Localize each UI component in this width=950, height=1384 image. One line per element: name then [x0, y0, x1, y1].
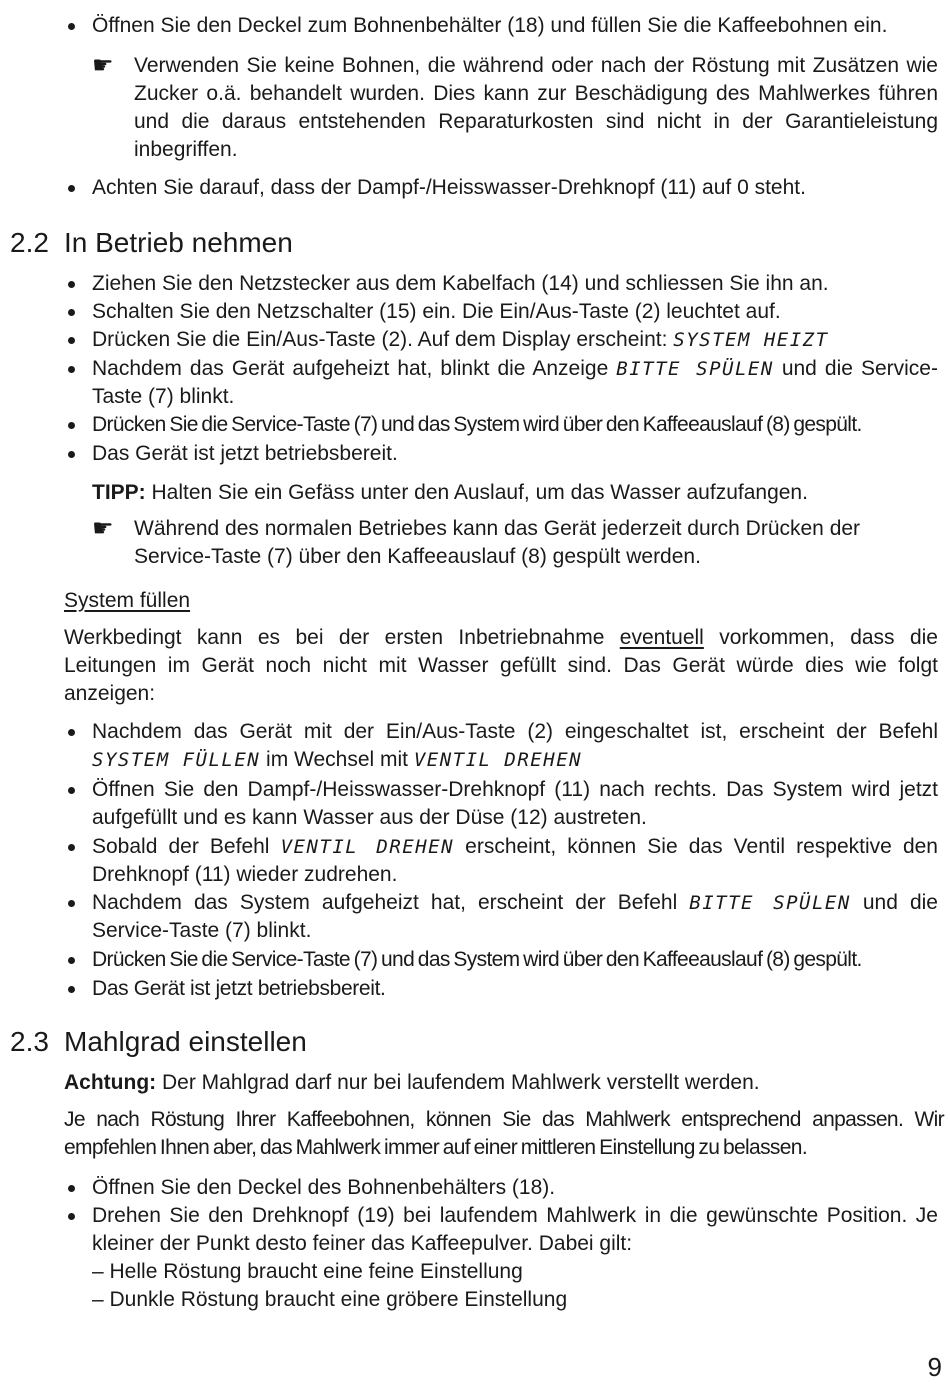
bullet-item: Nachdem das Gerät aufgeheizt hat, blinkt die Anzeige BITTE SPÜLEN und die Service-Taste (7) blinkt.	[92, 355, 938, 411]
bullet-item: Nachdem das Gerät mit der Ein/Aus-Taste (2) eingeschaltet ist, erscheint der Befehl SYSTEM FÜLLEN im Wechsel mit VENTIL DREHEN	[92, 718, 938, 774]
bullet-item: Nachdem das System aufgeheizt hat, erscheint der Befehl BITTE SPÜLEN und die Service-Taste (7) blinkt.	[92, 889, 938, 945]
bullet-item: Drücken Sie die Service-Taste (7) und das System wird über den Kaffeeauslauf (8) gespült.	[92, 411, 946, 439]
display-text: BITTE SPÜLEN	[689, 892, 851, 914]
bullet-item: Das Gerät ist jetzt betriebsbereit.	[92, 975, 938, 1003]
page-number: 9	[927, 1352, 942, 1382]
hint-note: ☛ Während des normalen Betriebes kann das Gerät jederzeit durch Drücken der Service-Taste (7) über den Kaffeeauslauf (8) gespült werden.	[92, 515, 861, 568]
bullet-item: Drücken Sie die Ein/Aus-Taste (2). Auf dem Display erscheint: SYSTEM HEIZT	[92, 326, 938, 354]
display-text: SYSTEM HEIZT	[673, 329, 829, 351]
paragraph: Werkbedingt kann es bei der ersten Inbetriebnahme eventuell vorkommen, dass die Leitungen im Gerät noch nicht mit Wasser gefüllt sind. Das Gerät würde dies wie folgt anzeigen:	[64, 626, 938, 705]
dash-item: – Dunkle Röstung braucht eine gröbere Einstellung	[92, 1288, 568, 1311]
warning-paragraph: Achtung: Der Mahlgrad darf nur bei laufendem Mahlwerk verstellt werden.	[64, 1071, 760, 1094]
section-heading: 2.3 Mahlgrad einstellen	[10, 1026, 307, 1057]
display-text: VENTIL DREHEN	[280, 836, 455, 858]
bullet-item: Drücken Sie die Service-Taste (7) und das System wird über den Kaffeeauslauf (8) gespült.	[92, 946, 946, 974]
bullet-item: Ziehen Sie den Netzstecker aus dem Kabelfach (14) und schliessen Sie ihn an.	[92, 270, 938, 298]
display-text: BITTE SPÜLEN	[616, 358, 774, 380]
bullet-item: Achten Sie darauf, dass der Dampf-/Heisswasser-Drehknopf (11) auf 0 steht.	[92, 174, 938, 202]
bullet-item: Schalten Sie den Netzschalter (15) ein. Die Ein/Aus-Taste (2) leuchtet auf.	[92, 298, 938, 326]
hint-note: ☛ Verwenden Sie keine Bohnen, die während oder nach der Röstung mit Zusätzen wie Zucker o.ä. behandelt wurden. Dies kann zur Beschädigung des Mahlwerkes führen und die daraus entstehenden Reparaturkosten sind nicht in der Garantieleistung inbegriffen.	[92, 52, 938, 161]
subheading: System füllen	[64, 589, 191, 612]
section-heading: 2.2 In Betrieb nehmen	[10, 227, 293, 258]
bullet-item: Sobald der Befehl VENTIL DREHEN erscheint, können Sie das Ventil respektive den Drehknopf (11) wieder zudrehen.	[92, 833, 938, 889]
dash-item: – Helle Röstung braucht eine feine Einstellung	[92, 1260, 523, 1283]
paragraph: Je nach Röstung Ihrer Kaffeebohnen, können Sie das Mahlwerk entsprechend anpassen. Wir empfehlen Ihnen aber, das Mahlwerk immer auf einer mittleren Einstellung zu belassen.	[64, 1108, 944, 1159]
bullet-item: Öffnen Sie den Deckel des Bohnenbehälters (18).	[92, 1174, 938, 1202]
bullet-item: Drehen Sie den Drehknopf (19) bei laufendem Mahlwerk in die gewünschte Position. Je kleiner der Punkt desto feiner das Kaffeepulver. Dabei gilt: – Helle Röstung braucht eine feine Einstellung – Dunkle Röstung braucht eine gröbere Einstellung	[92, 1202, 938, 1314]
hand-pointing-icon: ☛	[92, 515, 114, 542]
tip-paragraph: TIPP: Halten Sie ein Gefäss unter den Auslauf, um das Wasser aufzufangen.	[92, 481, 808, 504]
bullet-item: Öffnen Sie den Dampf-/Heisswasser-Drehknopf (11) nach rechts. Das System wird jetzt aufgefüllt und es kann Wasser aus der Düse (12) austreten.	[92, 776, 938, 832]
bullet-item: Öffnen Sie den Deckel zum Bohnenbehälter (18) und füllen Sie die Kaffeebohnen ein.	[92, 12, 938, 40]
hand-pointing-icon: ☛	[92, 52, 114, 79]
bullet-item: Das Gerät ist jetzt betriebsbereit.	[92, 440, 938, 468]
display-text: SYSTEM FÜLLEN	[92, 749, 261, 771]
display-text: VENTIL DREHEN	[413, 749, 583, 771]
